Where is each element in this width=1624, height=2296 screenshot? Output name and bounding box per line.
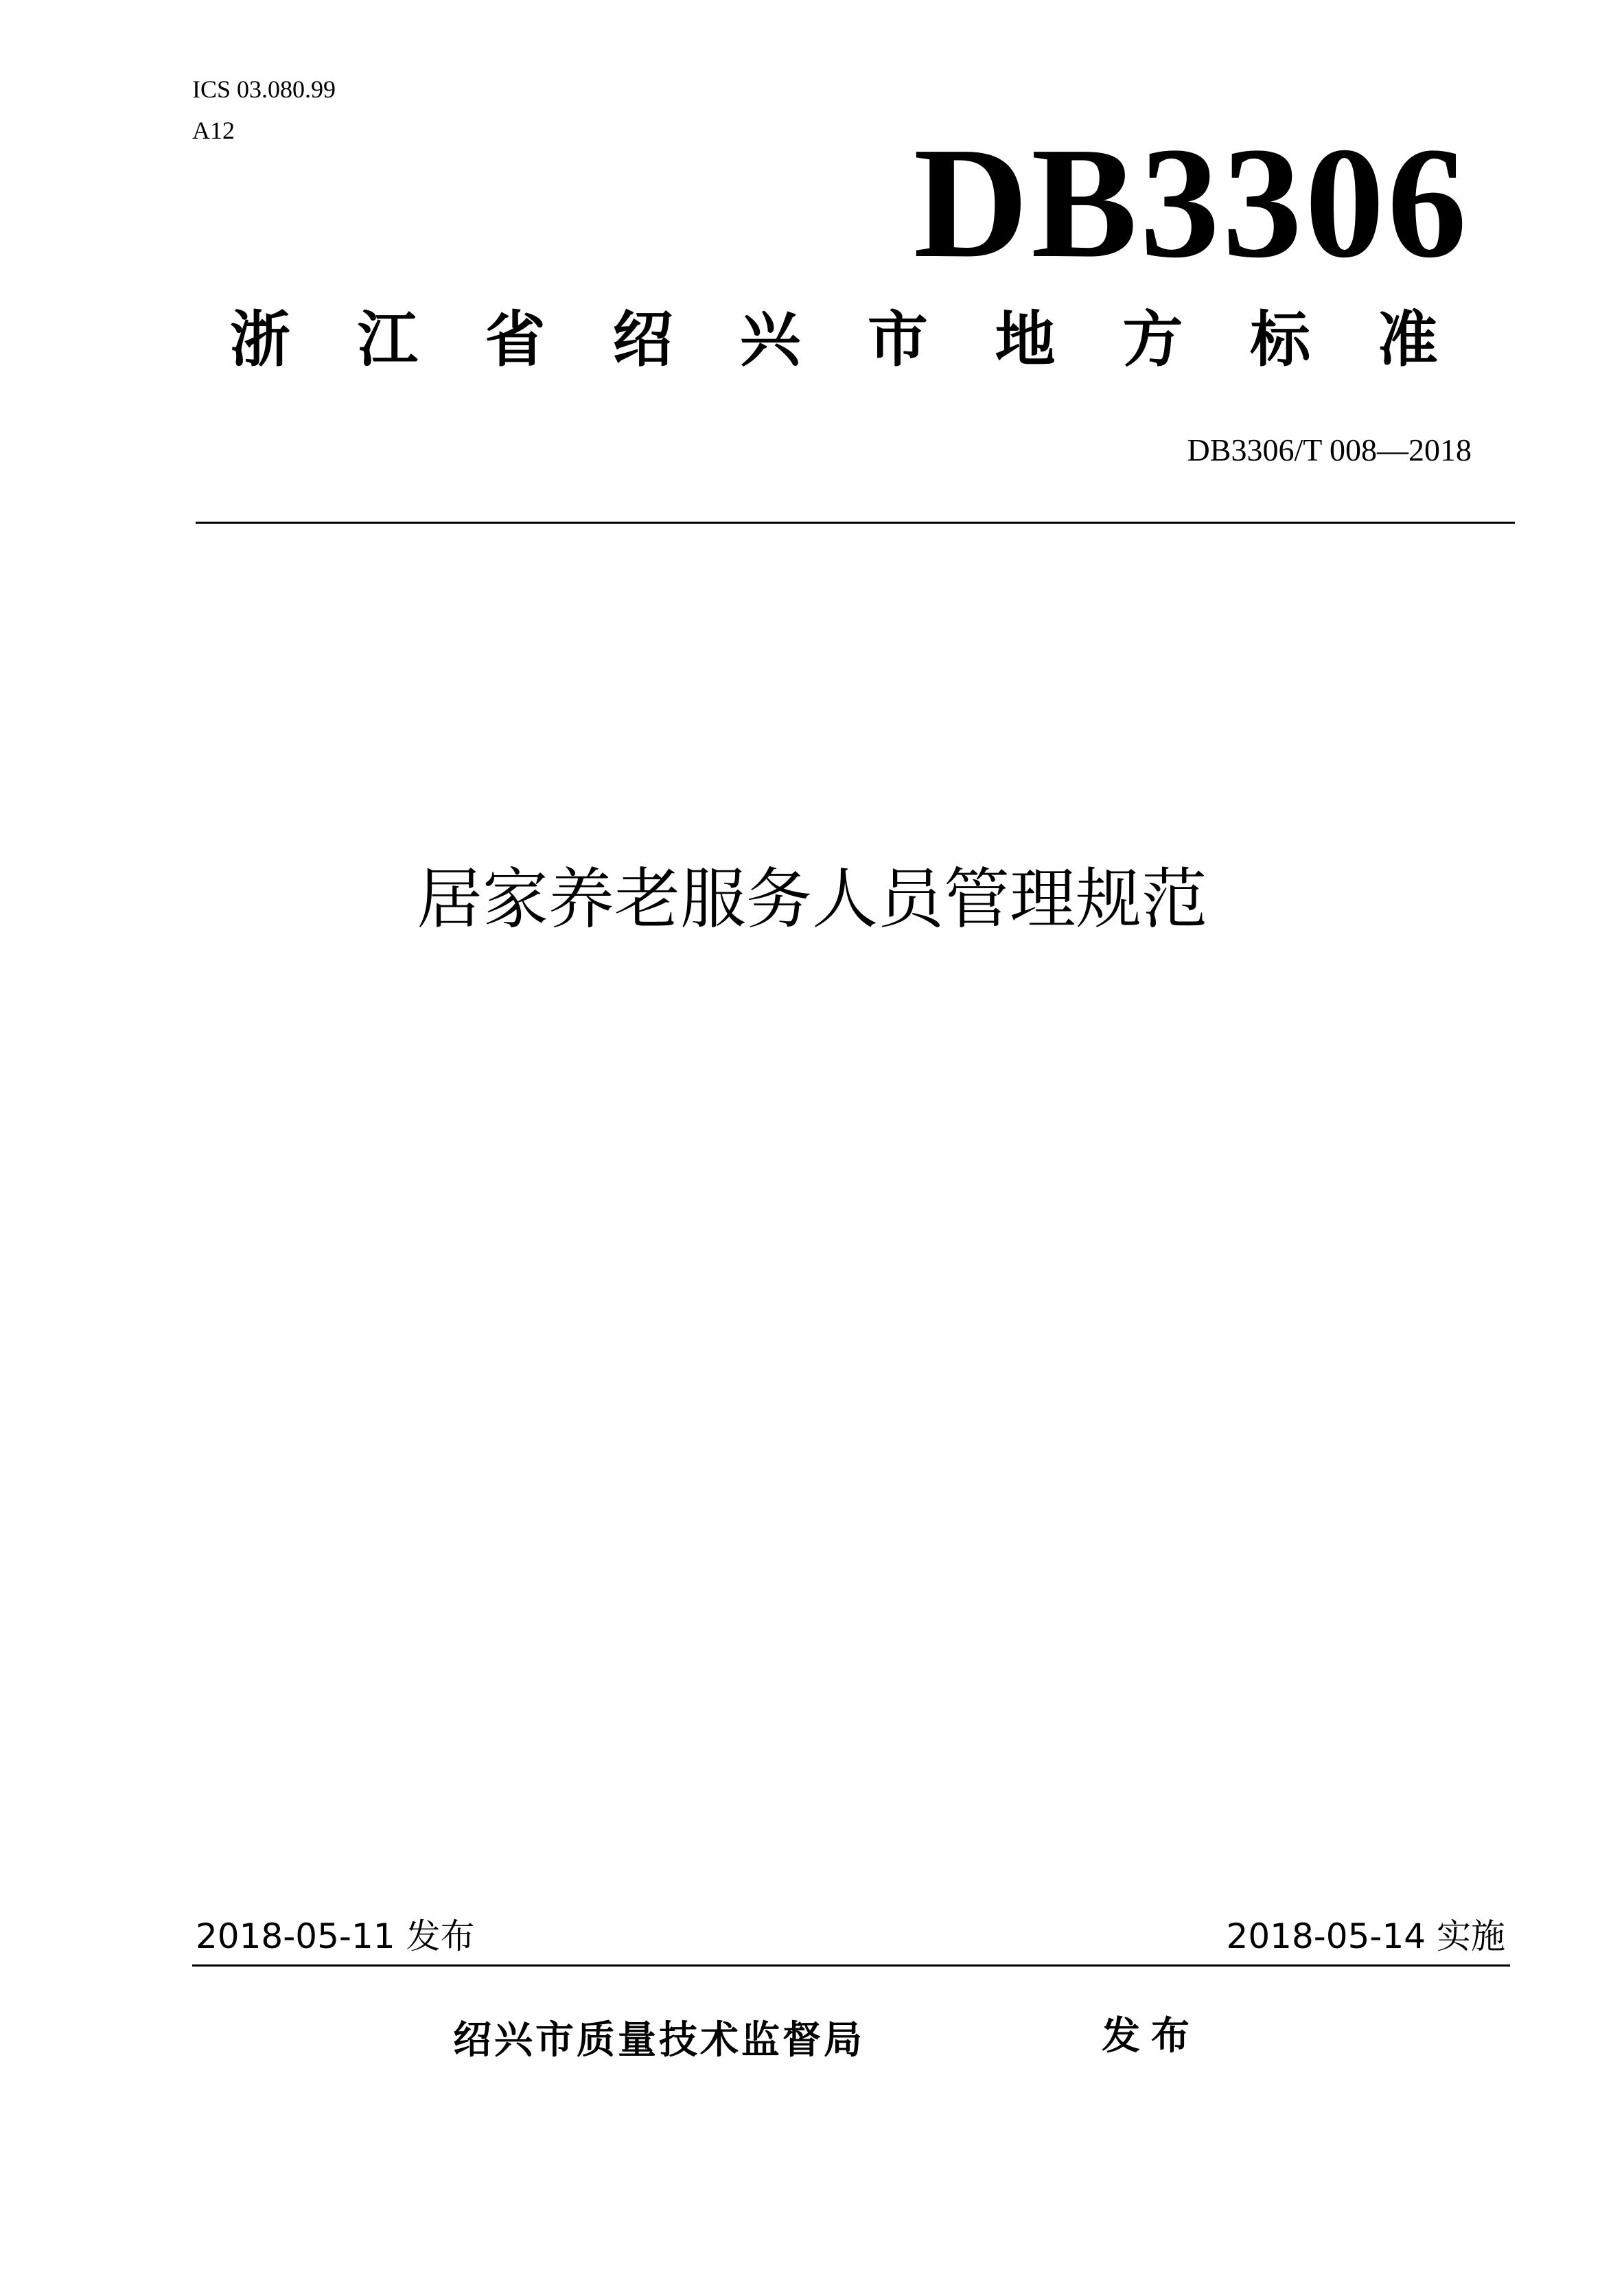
- standard-type-char: 方: [1122, 304, 1183, 375]
- standard-type-char: 省: [485, 304, 546, 375]
- publish-date: 2018-05-11 发布: [196, 1916, 475, 1956]
- top-divider: [196, 522, 1515, 524]
- standard-type-char: 标: [1250, 304, 1311, 375]
- standard-type-char: 兴: [740, 304, 801, 375]
- standard-type-char: 地: [995, 304, 1056, 375]
- standard-type-char: 绍: [612, 304, 673, 375]
- standard-type-heading: [230, 302, 1438, 378]
- issuing-authority: 绍兴市质量技术监督局: [453, 2018, 865, 2063]
- implement-date: 2018-05-14 实施: [1226, 1916, 1505, 1956]
- issue-label: 发布: [1102, 2014, 1200, 2059]
- standard-code-heading: DB3306: [913, 115, 1470, 291]
- standard-type-char: 江: [357, 304, 418, 375]
- bottom-divider: [192, 1964, 1510, 1967]
- standard-number: DB3306/T 008—2018: [1187, 432, 1472, 467]
- document-title: 居家养老服务人员管理规范: [417, 861, 1207, 938]
- standard-type-char: 准: [1377, 304, 1438, 375]
- standard-type-char: 浙: [230, 304, 291, 375]
- standard-type-char: 市: [867, 304, 928, 375]
- ccs-code: A12: [192, 117, 235, 144]
- ics-code: ICS 03.080.99: [192, 76, 336, 103]
